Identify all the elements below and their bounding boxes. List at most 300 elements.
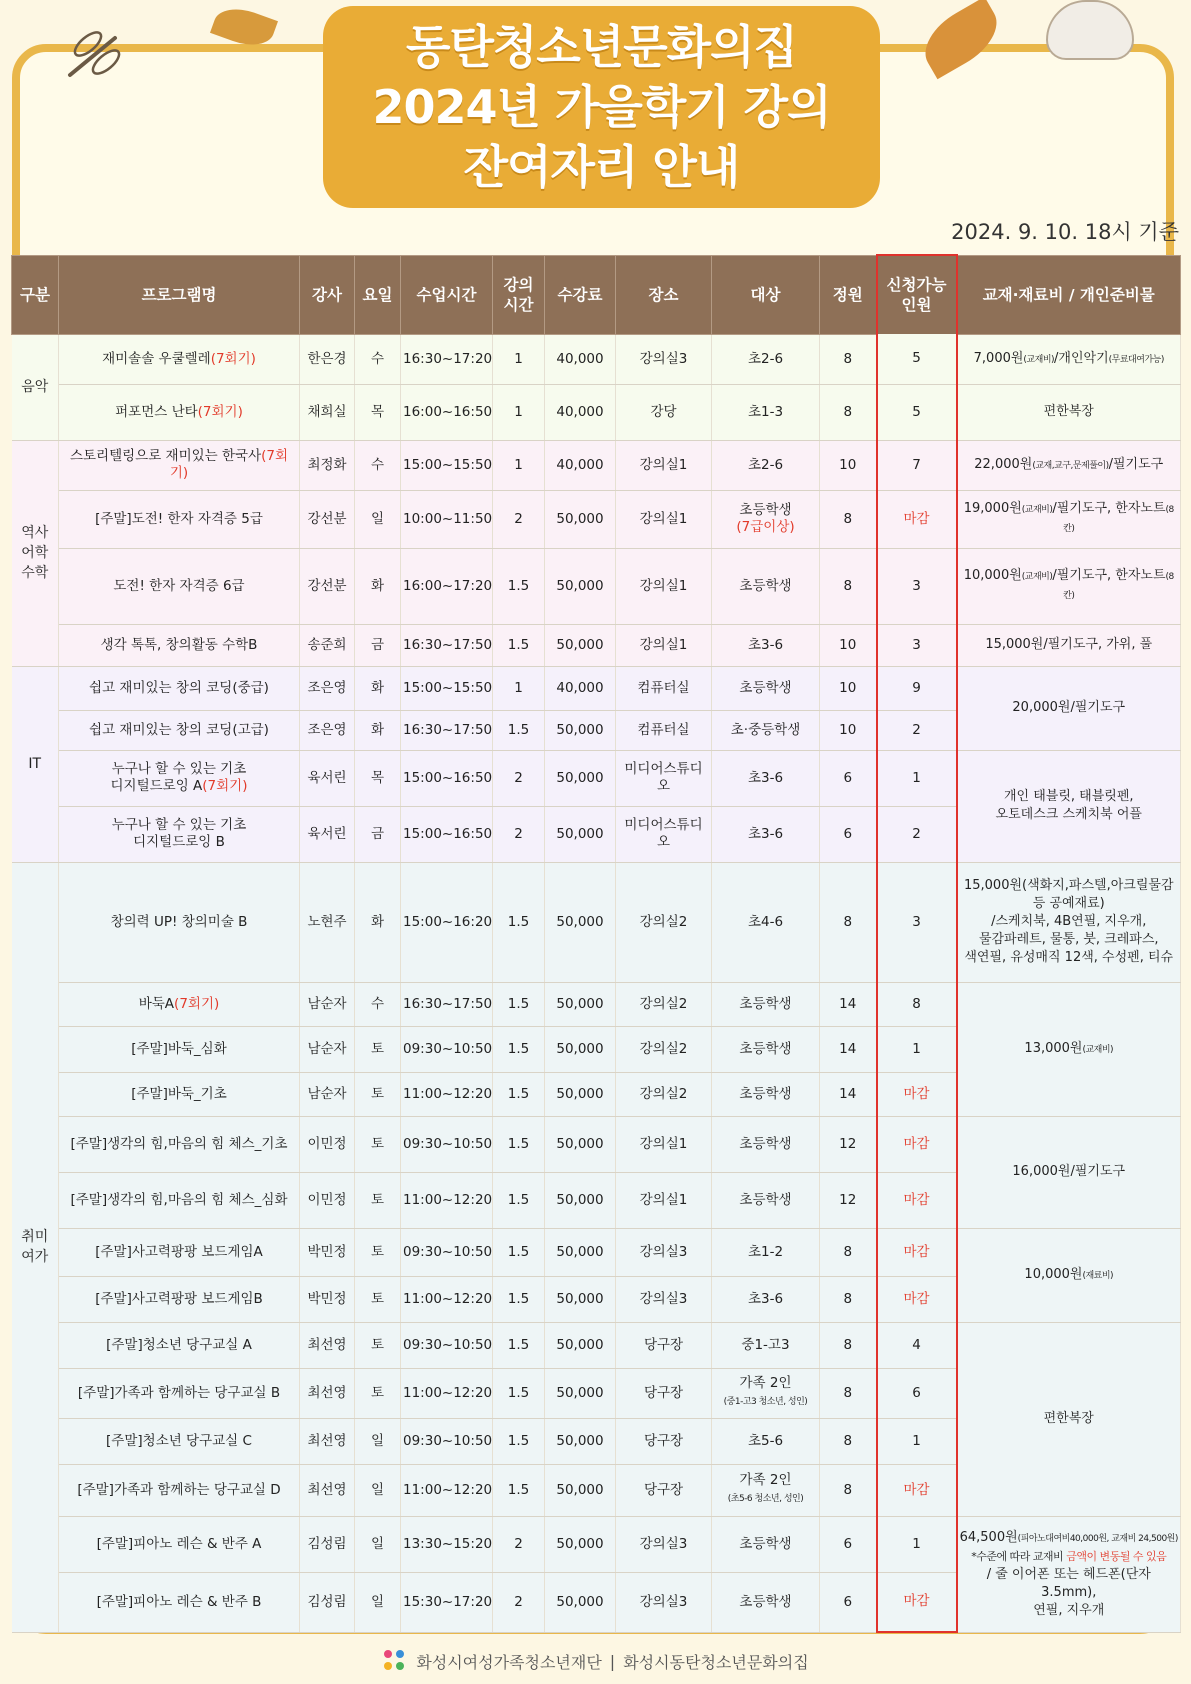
teacher-cell: 이민정 [300,1116,355,1172]
day-cell: 토 [355,1026,401,1072]
materials-text: (피아노대여비40,000원, 교재비 24,500원) [1017,1533,1178,1544]
available-seats-cell: 마감 [877,1072,957,1116]
day-cell: 화 [355,862,401,982]
time-cell: 11:00~12:20 [401,1276,493,1322]
materials-cell [957,982,1181,1116]
mascot-illustration [1046,0,1134,60]
fee-cell: 50,000 [545,490,616,548]
materials-text: 20,000원/필기도구 [1012,700,1126,715]
target-cell [712,1026,820,1072]
program-title: 쉽고 재미있는 창의 코딩(고급) [89,721,269,738]
materials-text: (8칸) [1063,572,1174,601]
capacity-cell: 14 [820,982,877,1026]
materials-cell [957,548,1181,624]
day-cell: 토 [355,1116,401,1172]
hours-cell: 1 [493,334,545,384]
fee-cell: 50,000 [545,1418,616,1464]
capacity-cell: 14 [820,1072,877,1116]
header-program: 프로그램명 [59,255,300,334]
day-cell: 일 [355,1572,401,1632]
capacity-cell: 8 [820,1322,877,1368]
header-category: 구분 [12,255,59,334]
place-cell: 강의실2 [616,1072,712,1116]
fee-cell: 50,000 [545,1322,616,1368]
materials-text: 등 공예재료) [1032,896,1105,911]
program-name [59,1276,300,1322]
fee-cell: 50,000 [545,1368,616,1418]
target-cell [712,750,820,806]
teacher-cell: 박민정 [300,1276,355,1322]
materials-text: /개인악기 [1054,350,1109,366]
available-seats-cell: 3 [877,862,957,982]
materials-text: 19,000원 [963,501,1022,516]
program-title: [주말]도전! 한자 자격증 5급 [95,510,263,527]
fee-cell: 50,000 [545,1026,616,1072]
available-seats-cell: 마감 [877,1464,957,1516]
available-seats-cell: 1 [877,1516,957,1572]
day-cell: 토 [355,1368,401,1418]
session-count-badge: (7회기) [174,995,220,1012]
header-available: 신청가능 인원 [877,255,957,334]
target-text: 초1-2 [747,1243,784,1260]
fee-cell: 50,000 [545,982,616,1026]
available-seats-cell: 1 [877,750,957,806]
target-text: 가족 2인 [739,1472,792,1488]
program-title: [주말]사고력팡팡 보드게임B [95,1290,263,1307]
time-cell: 15:00~15:50 [401,440,493,490]
target-text: 초등학생 [739,679,792,696]
program-title: 스토리텔링으로 재미있는 한국사 [69,448,262,464]
table-row [12,440,1181,490]
teacher-cell: 강선분 [300,548,355,624]
hours-cell: 1.5 [493,1322,545,1368]
target-note: (중1-고3 청소년, 성인) [723,1397,808,1407]
place-cell: 당구장 [616,1464,712,1516]
category-label: IT [28,756,42,772]
table-row [12,334,1181,384]
day-cell: 금 [355,624,401,666]
time-cell: 11:00~12:20 [401,1464,493,1516]
materials-cell [957,1516,1181,1632]
target-text: 초등학생 [739,577,792,594]
materials-text: 연필, 지우개 [1033,1602,1105,1618]
hours-cell: 2 [493,806,545,862]
materials-cell [957,334,1181,384]
available-seats-cell: 마감 [877,1276,957,1322]
hours-cell: 1 [493,666,545,710]
program-title-line-2: 디지털드로잉 B [133,834,225,850]
capacity-cell: 12 [820,1116,877,1172]
program-name [59,1026,300,1072]
target-cell [712,1368,820,1418]
target-cell [712,440,820,490]
time-cell: 11:00~12:20 [401,1072,493,1116]
header-materials: 교재·재료비 / 개인준비물 [957,255,1181,334]
target-cell [712,1172,820,1228]
materials-text: (8칸) [1063,505,1174,534]
place-cell: 당구장 [616,1322,712,1368]
capacity-cell: 8 [820,548,877,624]
capacity-cell: 10 [820,440,877,490]
target-text: 초등학생 [739,995,792,1012]
time-cell: 09:30~10:50 [401,1228,493,1276]
materials-text: 64,500원 [959,1529,1018,1545]
capacity-cell: 6 [820,1516,877,1572]
fee-cell: 40,000 [545,334,616,384]
time-cell: 09:30~10:50 [401,1418,493,1464]
table-row [12,548,1181,624]
footer-org-1: 화성시여성가족청소년재단 [416,1652,602,1672]
hours-cell: 1.5 [493,1116,545,1172]
time-cell: 09:30~10:50 [401,1026,493,1072]
table-row [12,1516,1181,1572]
target-text: 초2-6 [747,456,784,473]
available-seats-cell: 6 [877,1368,957,1418]
table-row [12,862,1181,982]
hours-cell: 1 [493,440,545,490]
course-table [11,254,1181,1633]
capacity-cell: 10 [820,624,877,666]
available-seats-cell: 8 [877,982,957,1026]
capacity-cell: 6 [820,1572,877,1632]
target-cell [712,1418,820,1464]
fee-cell: 50,000 [545,750,616,806]
teacher-cell: 채희실 [300,384,355,440]
target-text: 가족 2인 [739,1375,792,1391]
fee-cell: 50,000 [545,806,616,862]
available-seats-cell: 5 [877,384,957,440]
place-cell: 강의실3 [616,1516,712,1572]
category-hobby [12,862,59,1632]
materials-cell [957,490,1181,548]
capacity-cell: 10 [820,710,877,750]
target-cell [712,1276,820,1322]
table-row [12,384,1181,440]
program-name [59,750,300,806]
capacity-cell: 8 [820,1418,877,1464]
hours-cell: 1 [493,384,545,440]
hours-cell: 1.5 [493,1464,545,1516]
materials-text: / 줄 이어폰 또는 헤드폰(단자 3.5mm), [986,1566,1151,1600]
available-seats-cell: 3 [877,624,957,666]
hours-cell: 1.5 [493,1276,545,1322]
target-text: 중1-고3 [741,1336,790,1353]
header-fee: 수강료 [545,255,616,334]
materials-text: 22,000원 [974,456,1033,472]
available-seats-cell: 마감 [877,1572,957,1632]
timestamp: 2024. 9. 10. 18시 기준 [951,220,1179,244]
day-cell: 목 [355,384,401,440]
target-note: (초5-6 청소년, 성인) [727,1494,804,1504]
materials-text: /필기도구 [1108,456,1164,472]
available-seats-cell: 4 [877,1322,957,1368]
target-text: 초3-6 [747,825,784,842]
session-count-badge: (7회기) [202,778,248,794]
place-cell: 강의실2 [616,1026,712,1072]
target-text: 초3-6 [747,769,784,786]
fee-cell: 40,000 [545,666,616,710]
materials-cell [957,1228,1181,1322]
capacity-cell: 8 [820,1368,877,1418]
program-name [59,1172,300,1228]
program-title: 생각 톡톡, 창의활동 수학B [100,636,258,653]
category-label: 역사 어학 수학 [21,525,49,581]
materials-text: 오토데스크 스케치북 어플 [995,807,1142,822]
capacity-cell: 8 [820,1228,877,1276]
target-cell [712,1464,820,1516]
hours-cell: 1.5 [493,1418,545,1464]
fee-cell: 50,000 [545,548,616,624]
title-line-2: 2024년 가을학기 강의 [372,80,831,134]
teacher-cell: 남순자 [300,1026,355,1072]
place-cell: 강의실1 [616,548,712,624]
target-text: 초등학생 [739,1535,792,1552]
fee-cell: 40,000 [545,440,616,490]
time-cell: 09:30~10:50 [401,1322,493,1368]
target-text: 초5-6 [747,1432,784,1449]
target-cell [712,384,820,440]
title-line-3: 잔여자리 안내 [463,140,740,194]
day-cell: 목 [355,750,401,806]
day-cell: 토 [355,1072,401,1116]
hours-cell: 2 [493,1516,545,1572]
day-cell: 수 [355,440,401,490]
table-row [12,750,1181,806]
program-title: [주말]가족과 함께하는 당구교실 D [77,1481,281,1498]
page-title [323,6,880,208]
fee-cell: 50,000 [545,1072,616,1116]
target-cell [712,710,820,750]
place-cell: 강의실3 [616,1276,712,1322]
hours-cell: 1.5 [493,1172,545,1228]
teacher-cell: 김성림 [300,1516,355,1572]
capacity-cell: 12 [820,1172,877,1228]
materials-cell [957,862,1181,982]
target-text: 초등학생 [739,1593,792,1610]
materials-text: *수준에 따라 교재비 [971,1549,1067,1563]
teacher-cell: 육서린 [300,806,355,862]
target-text: 초1-3 [747,403,784,420]
program-name [59,384,300,440]
materials-text: /스케치북, 4B연필, 지우개, [991,914,1147,929]
program-title: 누구나 할 수 있는 기초 [111,761,247,777]
teacher-cell: 남순자 [300,1072,355,1116]
teacher-cell: 최정화 [300,440,355,490]
place-cell: 강의실3 [616,1572,712,1632]
target-cell [712,1516,820,1572]
dragonfly-icon [60,30,130,80]
program-title: [주말]가족과 함께하는 당구교실 B [77,1384,281,1401]
header-time: 수업시간 [401,255,493,334]
teacher-cell: 이민정 [300,1172,355,1228]
target-cell [712,490,820,548]
program-name [59,548,300,624]
capacity-cell: 8 [820,490,877,548]
teacher-cell: 조은영 [300,710,355,750]
materials-text: 16,000원/필기도구 [1012,1164,1126,1179]
target-text: 초등학생 [739,1085,792,1102]
target-cell [712,1072,820,1116]
day-cell: 일 [355,1516,401,1572]
program-name [59,1572,300,1632]
category-music [12,334,59,440]
capacity-cell: 6 [820,806,877,862]
capacity-cell: 10 [820,666,877,710]
day-cell: 토 [355,1322,401,1368]
time-cell: 15:30~17:20 [401,1572,493,1632]
program-title: 창의력 UP! 창의미술 B [110,913,248,930]
program-name [59,1464,300,1516]
materials-cell [957,666,1181,750]
table-row [12,1322,1181,1368]
materials-text: 15,000원/필기도구, 가위, 풀 [985,637,1153,652]
fee-cell: 50,000 [545,862,616,982]
teacher-cell: 김성림 [300,1572,355,1632]
available-seats-cell: 마감 [877,1228,957,1276]
fee-cell: 50,000 [545,710,616,750]
target-text: 초등학생 [739,1191,792,1208]
program-title: 재미솔솔 우쿨렐레 [102,350,211,367]
capacity-cell: 8 [820,334,877,384]
capacity-cell: 8 [820,862,877,982]
target-text: 초4-6 [747,913,784,930]
target-cell [712,1116,820,1172]
day-cell: 수 [355,334,401,384]
place-cell: 강의실3 [616,1228,712,1276]
materials-text: 10,000원 [1024,1266,1083,1282]
table-row [12,624,1181,666]
table-row [12,1116,1181,1172]
program-title: [주말]생각의 힘,마음의 힘 체스_기초 [70,1135,288,1152]
place-cell: 컴퓨터실 [616,666,712,710]
time-cell: 16:30~17:20 [401,334,493,384]
program-name [59,1418,300,1464]
place-cell: 강의실1 [616,1116,712,1172]
fee-cell: 50,000 [545,1572,616,1632]
fee-cell: 50,000 [545,1228,616,1276]
time-cell: 15:00~16:50 [401,806,493,862]
target-cell [712,1322,820,1368]
program-title: [주말]사고력팡팡 보드게임A [95,1243,263,1260]
time-cell: 10:00~11:50 [401,490,493,548]
hours-cell: 2 [493,750,545,806]
time-cell: 16:00~17:20 [401,548,493,624]
teacher-cell: 최선영 [300,1418,355,1464]
table-header-row [12,255,1181,334]
time-cell: 15:00~15:50 [401,666,493,710]
target-cell [712,334,820,384]
footer-org-2: 화성시동탄청소년문화의집 [623,1652,809,1672]
header-target: 대상 [712,255,820,334]
day-cell: 일 [355,490,401,548]
materials-text: (무료대여가능) [1108,354,1164,365]
session-count-badge: (7회기) [169,448,289,481]
place-cell: 강의실1 [616,440,712,490]
day-cell: 화 [355,548,401,624]
program-name [59,1072,300,1116]
teacher-cell: 최선영 [300,1464,355,1516]
hours-cell: 1.5 [493,982,545,1026]
day-cell: 금 [355,806,401,862]
program-name [59,490,300,548]
header-capacity: 정원 [820,255,877,334]
materials-cell [957,1116,1181,1228]
header-place: 장소 [616,255,712,334]
category-label: 음악 [21,379,49,395]
materials-text: 편한복장 [1043,1411,1094,1426]
time-cell: 09:30~10:50 [401,1116,493,1172]
place-cell: 컴퓨터실 [616,710,712,750]
target-text: 초·중등학생 [730,721,801,738]
capacity-cell: 6 [820,750,877,806]
materials-text: 물감파레트, 물통, 붓, 크레파스, [978,932,1159,947]
table-row [12,490,1181,548]
materials-text: 15,000원(색화지,파스텔,아크릴물감 [963,878,1174,893]
place-cell: 당구장 [616,1418,712,1464]
hours-cell: 1.5 [493,862,545,982]
time-cell: 13:30~15:20 [401,1516,493,1572]
footer-separator: | [609,1651,616,1671]
header-day: 요일 [355,255,401,334]
program-title: [주말]피아노 레슨 & 반주 B [96,1593,262,1610]
place-cell: 강의실2 [616,982,712,1026]
program-title-line-2: 디지털드로잉 A [110,778,203,794]
available-seats-cell: 2 [877,806,957,862]
target-note: (7급이상) [736,519,795,535]
teacher-cell: 최선영 [300,1322,355,1368]
target-cell [712,862,820,982]
program-title: 퍼포먼스 난타 [115,403,198,420]
program-title: [주말]피아노 레슨 & 반주 A [96,1535,262,1552]
hours-cell: 1.5 [493,1026,545,1072]
foundation-logo-icon [382,1648,408,1674]
session-count-badge: (7회기) [197,403,243,420]
capacity-cell: 14 [820,1026,877,1072]
fee-cell: 50,000 [545,1464,616,1516]
materials-text: (교재,교구,문제풀이) [1032,460,1109,471]
available-seats-cell: 1 [877,1026,957,1072]
header-teacher: 강사 [300,255,355,334]
target-cell [712,982,820,1026]
target-cell [712,1228,820,1276]
place-cell: 강의실1 [616,490,712,548]
program-name [59,666,300,710]
materials-text: 색연필, 유성매직 12색, 수성펜, 티슈 [964,950,1174,965]
capacity-cell: 8 [820,384,877,440]
program-name [59,1368,300,1418]
day-cell: 일 [355,1418,401,1464]
target-text: 초3-6 [747,636,784,653]
time-cell: 16:00~16:50 [401,384,493,440]
program-title: 도전! 한자 자격증 6급 [113,577,245,594]
category-it [12,666,59,862]
materials-text: 7,000원 [973,350,1024,366]
program-title: 누구나 할 수 있는 기초 [111,817,247,833]
day-cell: 화 [355,710,401,750]
time-cell: 11:00~12:20 [401,1172,493,1228]
available-seats-cell: 1 [877,1418,957,1464]
program-title: [주말]청소년 당구교실 A [106,1336,252,1353]
available-seats-cell: 마감 [877,1116,957,1172]
place-cell: 미디어스튜디오 [616,750,712,806]
materials-text: (교재비) [1082,1044,1114,1055]
materials-text: 금액이 변동될 수 있음 [1066,1549,1167,1563]
target-cell [712,548,820,624]
teacher-cell: 박민정 [300,1228,355,1276]
materials-text: /필기도구, 한자노트 [1052,568,1166,583]
fee-cell: 50,000 [545,1276,616,1322]
program-name [59,862,300,982]
